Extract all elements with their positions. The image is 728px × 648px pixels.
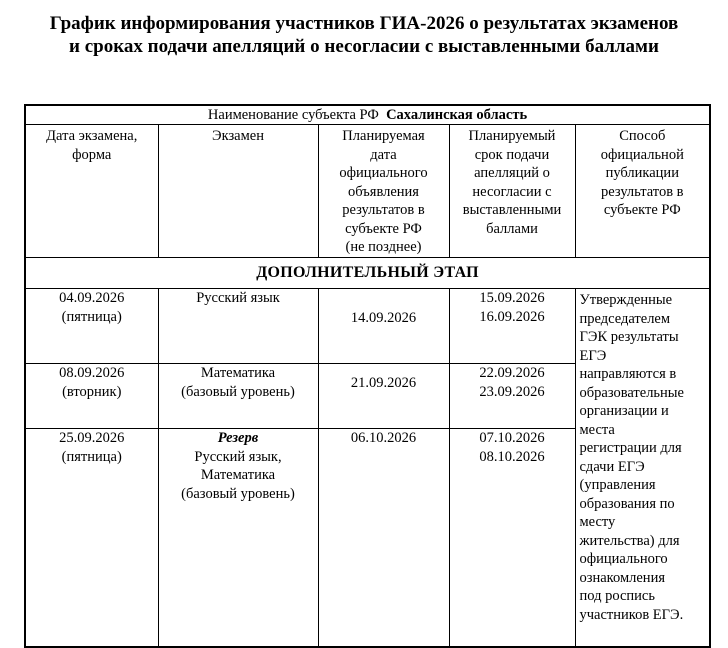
- reserve-label: Резерв: [217, 430, 259, 446]
- exam-date-cell: 25.09.2026 (пятница): [25, 429, 158, 648]
- title-line-2: и сроках подачи апелляций о несогласии с выставленными баллами: [69, 36, 659, 57]
- subject-row: [25, 105, 710, 125]
- subject-label: Наименование субъекта РФ: [207, 107, 379, 123]
- results-date-cell: 14.09.2026: [318, 289, 449, 364]
- stage-heading: ДОПОЛНИТЕЛЬНЫЙ ЭТАП: [25, 258, 710, 289]
- publication-method-cell: Утвержденные председателем ГЭК результаты ЕГЭ направляются в образовательные организации и места регистрации для сдачи ЕГЭ (управления образования по месту жительства) для официального ознакомления под роспись участников ЕГЭ.: [575, 289, 710, 648]
- results-date-cell: 06.10.2026: [318, 429, 449, 648]
- header-row: [25, 125, 710, 258]
- exam-name-cell: Резерв Русский язык, Математика (базовый уровень): [158, 429, 318, 648]
- document-title: [0, 12, 728, 58]
- header-date: Дата экзамена, форма: [25, 125, 158, 258]
- table-row: [25, 289, 710, 364]
- appeal-dates-cell: 15.09.2026 16.09.2026: [449, 289, 575, 364]
- exam-name-cell: Русский язык: [158, 289, 318, 364]
- appeal-dates-cell: 07.10.2026 08.10.2026: [449, 429, 575, 648]
- header-exam: Экзамен: [158, 125, 318, 258]
- appeal-dates-cell: 22.09.2026 23.09.2026: [449, 364, 575, 429]
- schedule-table: [24, 104, 711, 648]
- stage-row: [25, 258, 710, 289]
- subject-value: Сахалинская область: [386, 107, 528, 123]
- header-publication-method: Способ официальной публикации результатов в субъекте РФ: [575, 125, 710, 258]
- title-line-1: График информирования участников ГИА-2026 о результатах экзаменов: [49, 13, 679, 34]
- header-appeal-period: Планируемый срок подачи апелляций о несогласии с выставленными баллами: [449, 125, 575, 258]
- exam-date-cell: 04.09.2026 (пятница): [25, 289, 158, 364]
- exam-name-cell: Математика (базовый уровень): [158, 364, 318, 429]
- results-date-cell: 21.09.2026: [318, 364, 449, 429]
- header-results-date: Планируемая дата официального объявления результатов в субъекте РФ (не позднее): [318, 125, 449, 258]
- exam-date-cell: 08.09.2026 (вторник): [25, 364, 158, 429]
